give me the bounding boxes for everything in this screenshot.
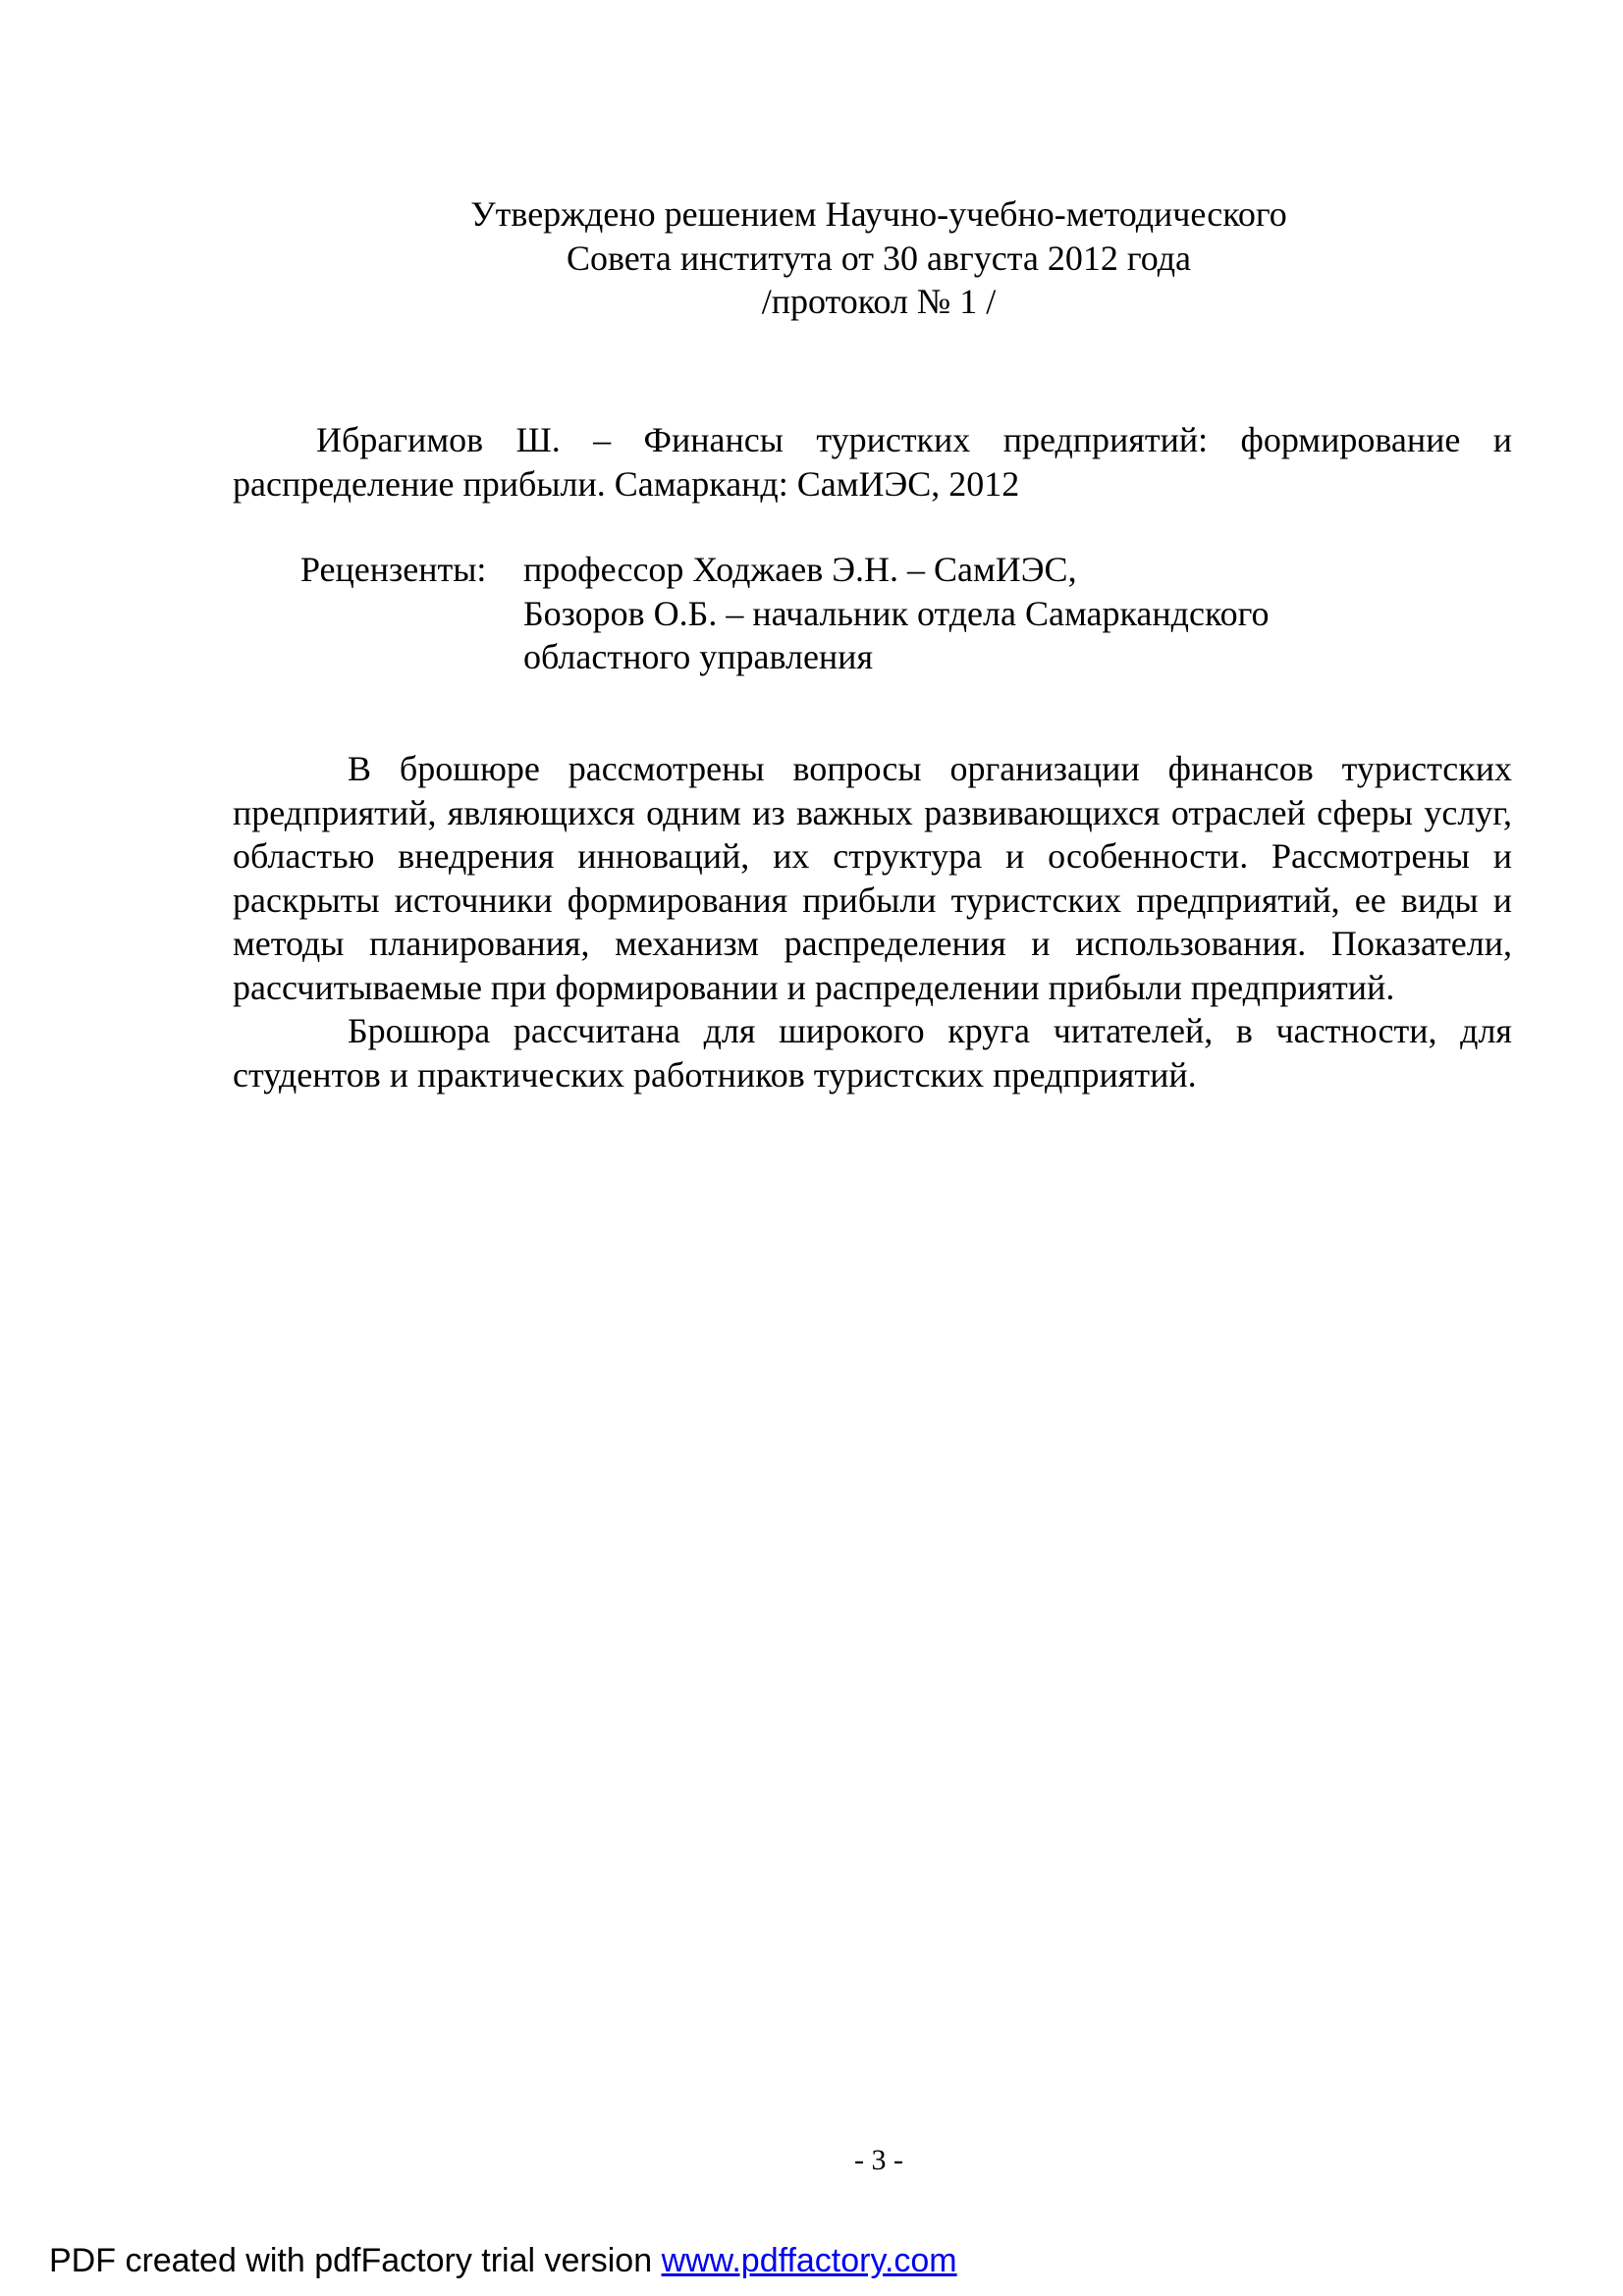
reviewers-label: Рецензенты:: [300, 550, 487, 589]
reviewer-line: областного управления: [523, 637, 874, 676]
bibliographic-citation: Ибрагимов Ш. – Финансы туристких предприятий: формирование и распределение прибыли. Самарканд: СамИЭС, 2012: [233, 420, 1512, 504]
reviewers-list: [523, 548, 1270, 679]
annotation-paragraph: В брошюре рассмотрены вопросы организации финансов туристских предприятий, являющихся одним из важных развивающихся отраслей сферы услуг, областью внедрения инноваций, их структура и особенности. Рассмотрены и раскрыты источники формирования прибыли туристских предприятий, ее виды и методы планирования, механизм распределения и использования. Показатели, рассчитываемые при формировании и распределении прибыли предприятий.: [233, 749, 1512, 1007]
reviewer-line: профессор Ходжаев Э.Н. – СамИЭС,: [523, 550, 1077, 589]
approval-line-3: /протокол № 1 /: [761, 282, 997, 321]
annotation-paragraph: Брошюра рассчитана для широкого круга читателей, в частности, для студентов и практических работников туристских предприятий.: [233, 1011, 1512, 1095]
footer-text: PDF created with pdfFactory trial version: [49, 2242, 662, 2279]
approval-block: [0, 192, 1623, 324]
approval-line-2: Совета института от 30 августа 2012 года: [566, 238, 1192, 278]
reviewer-line: Бозоров О.Б. – начальник отдела Самаркандского: [523, 593, 1270, 633]
pdffactory-link[interactable]: www.pdffactory.com: [661, 2242, 957, 2279]
approval-line-1: Утверждено решением Научно-учебно-методического: [470, 194, 1287, 234]
pdf-creator-footer: [49, 2242, 957, 2280]
page-number: - 3 -: [854, 2144, 903, 2176]
annotation-block: [233, 747, 1512, 1096]
